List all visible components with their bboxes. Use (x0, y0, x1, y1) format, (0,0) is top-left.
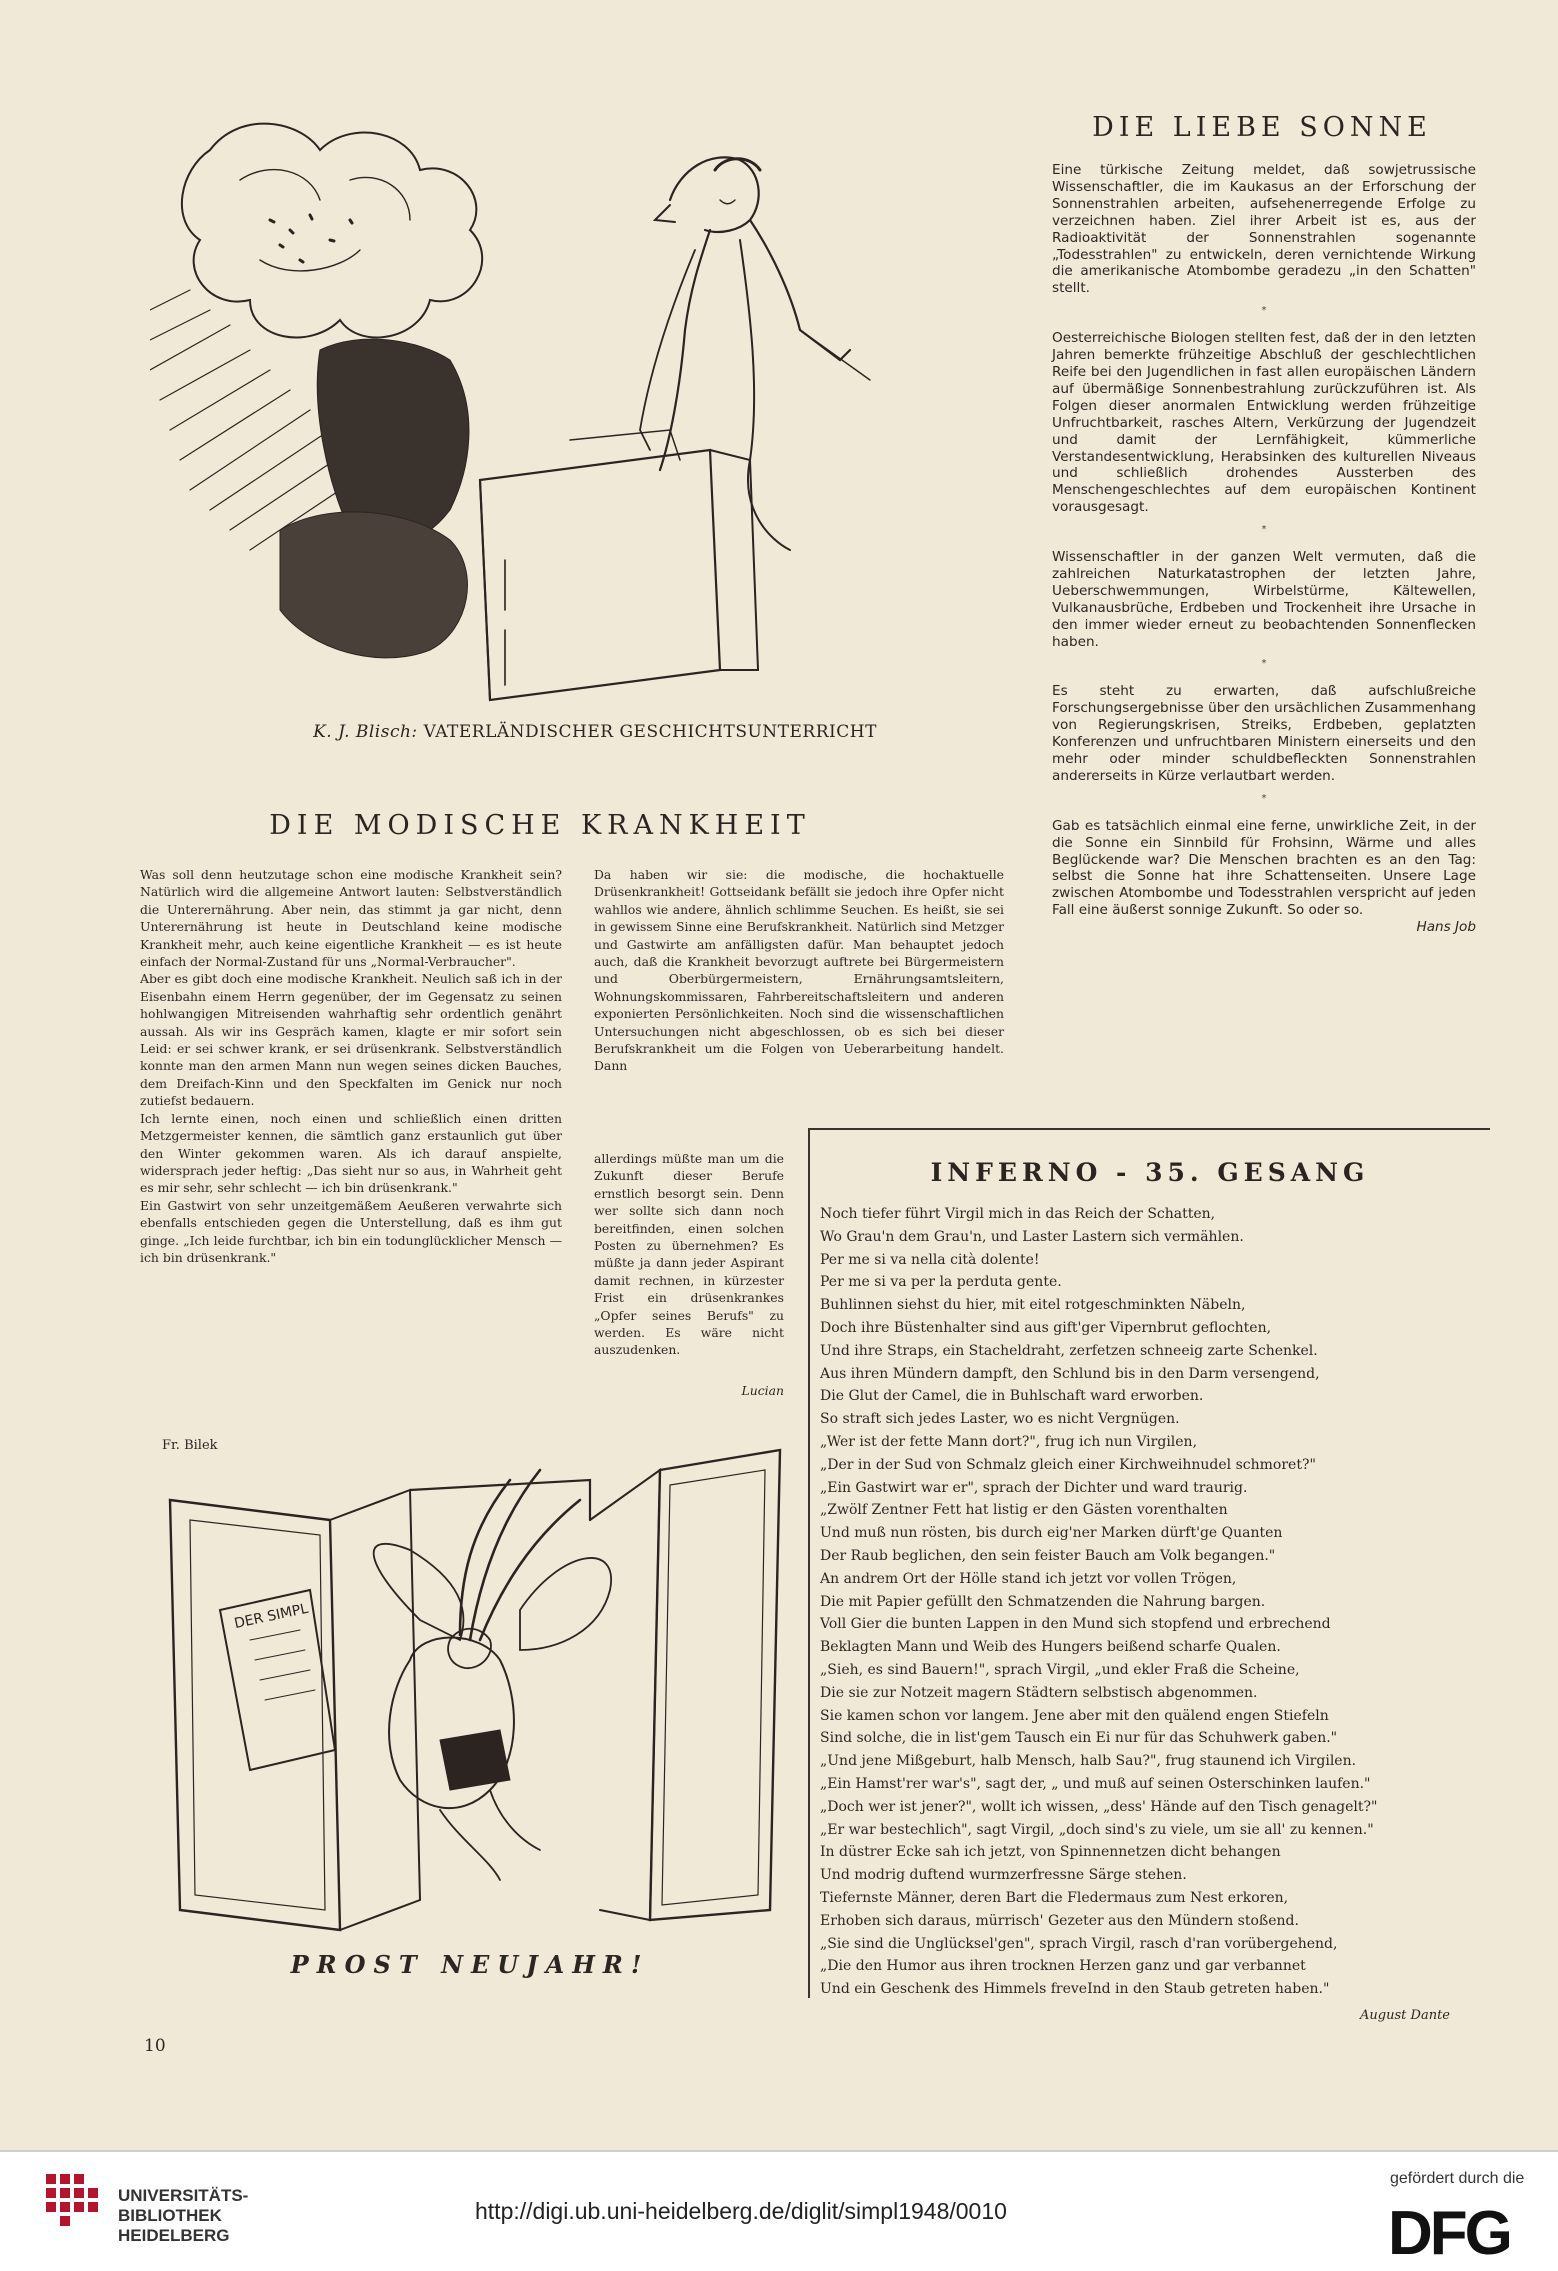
poem-line: Erhoben sich daraus, mürrisch' Gezeter aus den Mündern stoßend. (820, 1912, 1299, 1929)
poem-line: Und modrig duftend wurmzerfressne Särge stehen. (820, 1867, 1187, 1884)
poem-line: Und ein Geschenk des Himmels freveInd in den Staub getreten haben." (820, 1981, 1330, 1998)
poem-line: Per me si va per la perduta gente. (820, 1274, 1062, 1291)
paragraph: Da haben wir sie: die modische, die hochaktuelle Drüsenkrankheit! Gottseidank befällt sie jedoch ihre Opfer nicht wahllos wie andere, ähnlich schlimme Seuchen. Es heißt, sie sei in gewissem Sinne eine Berufskrankheit. Natürlich sind Metzger und Gastwirte am anfälligsten dafür. Man behauptet jedoch auch, daß die Krankheit bevorzugt auftrete bei Bürgermeistern und Oberbürgermeistern, Ernährungsamtsleitern, Wohnungskommissaren, Fahrbereitschaftsleitern und anderen exponierten Persönlichkeiten. Noch sind die wissenschaftlichen Untersuchungen nicht abgeschlossen, ob es sich bei dieser Berufskrankheit um die Folgen von Ueberarbeitung handelt. Dann (594, 867, 1004, 1074)
poem-line: Tiefernste Männer, deren Bart die Fledermaus zum Nest erkoren, (820, 1889, 1289, 1906)
footer (0, 2150, 1558, 2271)
poem-line: Und muß nun rösten, bis durch eig'ner Marken dürft'ge Quanten (820, 1525, 1283, 1542)
poem-line: „Der in der Sud von Schmalz gleich einer Kirchweihnudel schmoret?" (820, 1456, 1316, 1473)
poem-line: „Zwölf Zentner Fett hat listig er den Gästen vorenthalten (820, 1502, 1228, 1519)
poem-line: So straft sich jedes Laster, wo es nicht Vergnügen. (820, 1411, 1180, 1428)
library-name (118, 2186, 248, 2246)
funding-note: gefördert durch die (1390, 2170, 1525, 2187)
illustration-new-year-angel (160, 1440, 800, 1940)
poem-line: Wo Grau'n dem Grau'n, und Laster Lastern sich vermählen. (820, 1228, 1244, 1245)
poem-line: Der Raub beglichen, den sein feister Bauch am Volk begangen." (820, 1547, 1276, 1564)
modische-middle-column-narrow (594, 1150, 784, 1359)
poem-line: Sie kamen schon vor langem. Jene aber mit den quälend engen Stiefeln (820, 1707, 1329, 1724)
poem-line: „Und jene Mißgeburt, halb Mensch, halb Sau?", frug staunend ich Virgilen. (820, 1753, 1357, 1770)
poem-line: „Doch wer ist jener?", wollt ich wissen, „dess' Hände auf den Tisch genagelt?" (820, 1798, 1378, 1815)
poem-line: Voll Gier die bunten Lappen in den Mund sich stopfend und erbrechend (820, 1616, 1331, 1633)
illustration-credit: Fr. Bilek (162, 1438, 218, 1453)
poem-line: „Sie sind die Unglücksel'gen", sprach Virgil, rasch d'ran vorübergehend, (820, 1935, 1338, 1952)
paragraph: Wissenschaftler in der ganzen Welt vermuten, daß die zahlreichen Naturkatastrophen der letzten Jahre, Ueberschwemmungen, Wirbelstürme, Kältewellen, Vulkanausbrüche, Erdbeben und Trockenheit ihre Ursache in den immer wieder erneut zu beobachtenden Sonnenflecken haben. (1052, 549, 1476, 650)
headline-inferno: INFERNO - 35. GESANG (930, 1158, 1370, 1187)
paragraph: Oesterreichische Biologen stellten fest, daß der in den letzten Jahren bemerkte frühzeitige Abschluß der geschlechtlichen Reife bei den Jugendlichen in fast allen europäischen Ländern auf übermäßige Sonnenbestrahlung zurückzuführen ist. Als Folgen dieser anormalen Entwicklung werden frühzeitige Unfruchtbarkeit, rasches Altern, Verkürzung der Jugendzeit und damit der Lernfähigkeit, kümmerliche Verstandesentwicklung, Herabsinken des kulturellen Niveaus und schließlich drohendes Aussterben des Menschengeschlechtes auf dem europäischen Kontinent vorausgesagt. (1052, 330, 1476, 516)
caption-author: K. J. Blisch: (313, 722, 418, 742)
modische-middle-column (594, 866, 1004, 1075)
separator-star: * (1261, 658, 1267, 670)
paragraph: allerdings müßte man um die Zukunft dieser Berufe ernstlich besorgt sein. Denn wer sollte sich dann noch bereitfinden, einen solchen Posten zu übernehmen? Es müßte ja dann jeder Aspirant damit rechnen, in kürzester Frist ein drüsenkrankes „Opfer seines Berufs" zu werden. Es wäre nicht auszudenken. (594, 1151, 784, 1358)
signature-lucian: Lucian (741, 1383, 784, 1398)
poem-line: Sind solche, die in list'gem Tausch ein Ei nur für das Schuhwerk gaben." (820, 1730, 1338, 1747)
illustration-history-lesson (150, 110, 1010, 710)
paragraph: Aber es gibt doch eine modische Krankheit. Neulich saß ich in der Eisenbahn einem Herrn gegenüber, der im Gegensatz zu seinen hohlwangigen Mitreisenden wahrhaftig sehr ordentlich genährt aussah. Als wir ins Gespräch kamen, klagte er mir sofort sein Leid: er sei schwer krank, er sei drüsenkrank. Selbstverständlich konnte man den armen Mann nun wegen seines dicken Bauches, dem Dreifach-Kinn und den Speckfalten im Genick nur noch zutiefst bedauern. (140, 971, 562, 1109)
poem-line: In düstrer Ecke sah ich jetzt, von Spinnennetzen dicht behangen (820, 1844, 1281, 1861)
footer-divider (0, 2150, 1558, 2152)
separator-star: * (1261, 792, 1267, 804)
paragraph: Ich lernte einen, noch einen und schließlich einen dritten Metzgermeister kennen, die sämtlich ganz erstaunlich gut über den Winter gekommen waren. Als ich darauf anspielte, widersprach jeder heftig: „Das sieht nur so aus, in Wahrheit geht es mir sehr, sehr schlecht — ich bin drüsenkrank." (140, 1110, 562, 1196)
paragraph: Eine türkische Zeitung meldet, daß sowjetrussische Wissenschaftler, die im Kaukasus an der Erforschung der Sonnenstrahlen arbeiten, aufsehenerregende Erfolge zu verzeichnen haben. Ziel ihrer Arbeit ist es, aus der Radioaktivität der Sonnenstrahlen sogenannte „Todesstrahlen" zu entwickeln, deren vernichtende Wirkung die amerikanische Atombombe geradezu „in den Schatten" stellt. (1052, 162, 1476, 297)
separator-star: * (1261, 305, 1267, 317)
poem-line: Die mit Papier gefüllt den Schmatzenden die Nahrung bargen. (820, 1593, 1266, 1610)
library-name-line-1: UNIVERSITÄTS- (118, 2186, 249, 2205)
library-name-line-2: BIBLIOTHEK (118, 2206, 222, 2225)
caption-title: VATERLÄNDISCHER GESCHICHTSUNTERRICHT (423, 722, 877, 742)
university-logo-icon (40, 2166, 110, 2246)
page-number: 10 (144, 2036, 166, 2056)
poem-line: Die Glut der Camel, die in Buhlschaft ward erworben. (820, 1388, 1204, 1405)
poem-line: Die sie zur Notzeit magern Städtern selbstisch abgenommen. (820, 1684, 1258, 1701)
signature-august-dante: August Dante (1360, 2008, 1450, 2023)
poem-line: Doch ihre Büstenhalter sind aus gift'ger Vipernbrut geflochten, (820, 1319, 1272, 1336)
source-url-link[interactable]: http://digi.ub.uni-heidelberg.de/diglit/simpl1948/0010 (475, 2198, 1007, 2224)
inferno-poem (820, 1203, 1480, 2001)
dfg-logo: DFG (1388, 2199, 1510, 2268)
column-rule (808, 1128, 1490, 1130)
separator-star: * (1261, 524, 1267, 536)
poem-line: „Die den Humor aus ihren trocknen Herzen ganz und gar verbannet (820, 1958, 1306, 1975)
library-name-line-3: HEIDELBERG (118, 2226, 230, 2245)
illustration-caption (280, 722, 910, 742)
new-year-caption: PROST NEUJAHR! (290, 1950, 650, 1979)
poem-line: „Wer ist der fette Mann dort?", frug ich nun Virgilen, (820, 1433, 1198, 1450)
poem-line: Buhlinnen siehst du hier, mit eitel rotgeschminkten Näbeln, (820, 1297, 1246, 1314)
poem-line: Per me si va nella cità dolente! (820, 1251, 1040, 1268)
poem-line: „Er war bestechlich", sagt Virgil, „doch sind's zu viele, um sie all' zu kennen." (820, 1821, 1374, 1838)
poem-line: „Ein Hamst'rer war's", sagt der, „ und muß auf seinen Osterschinken laufen." (820, 1775, 1371, 1792)
paragraph: Ein Gastwirt von sehr unzeitgemäßem Aeußeren verwahrte sich ebenfalls entschieden gegen die Unterstellung, daß es ihm gut ginge. „Ich leide furchtbar, ich bin ein todunglücklicher Mensch — ich bin drüsenkrank." (140, 1197, 562, 1265)
poem-line: Aus ihren Mündern dampft, den Schlund bis in den Darm versengend, (820, 1365, 1320, 1382)
sign-text: DER SIMPL (232, 1600, 310, 1633)
modische-left-column (140, 866, 562, 1266)
poem-line: Noch tiefer führt Virgil mich in das Reich der Schatten, (820, 1206, 1216, 1222)
poem-line: Beklagten Mann und Weib des Hungers beißend scharfe Qualen. (820, 1639, 1281, 1656)
liebe-sonne-column (1052, 162, 1476, 936)
signature-hans-job: Hans Job (1416, 919, 1476, 936)
paragraph: Was soll denn heutzutage schon eine modische Krankheit sein? Natürlich wird die allgemeine Antwort lauten: Selbstverständlich die Unterernährung. Aber nein, das stimmt ja gar nicht, denn Unterernährung ist heute in Deutschland keine modische Krankheit mehr, auch keine eigentliche Krankheit — es ist heute einfach der Normal-Zustand für uns „Normal-Verbraucher". (140, 867, 562, 970)
headline-liebe-sonne: DIE LIEBE SONNE (1092, 112, 1432, 143)
paragraph: Es steht zu erwarten, daß aufschlußreiche Forschungsergebnisse über den ursächlichen Zusammenhang von Regierungskrisen, Streiks, Erdbeben, geplatzten Konferenzen und unfruchtbaren Ministern einerseits und den mehr oder minder schuldbefleckten Sonnenstrahlen andererseits in Kürze verlautbart werden. (1052, 683, 1476, 784)
poem-line: An andrem Ort der Hölle stand ich jetzt vor vollen Trögen, (820, 1570, 1237, 1587)
poem-line: „Ein Gastwirt war er", sprach der Dichter und ward traurig. (820, 1479, 1248, 1496)
paragraph: Gab es tatsächlich einmal eine ferne, unwirkliche Zeit, in der die Sonne ein Sinnbild für Frohsinn, Wärme und alles Beglückende war? Die Menschen brachten es an den Tag: selbst die Sonne hat ihre Schattenseiten. Unsere Lage zwischen Atombombe und Todesstrahlen verspricht auf jeden Fall eine äußerst sonnige Zukunft. So oder so. (1052, 817, 1476, 919)
headline-modische-krankheit: DIE MODISCHE KRANKHEIT (269, 810, 811, 841)
column-rule (808, 1128, 810, 1998)
poem-line: Und ihre Straps, ein Stacheldraht, zerfetzen schneeig zarte Schenkel. (820, 1342, 1318, 1359)
poem-line: „Sieh, es sind Bauern!", sprach Virgil, „und ekler Fraß die Scheine, (820, 1661, 1300, 1678)
